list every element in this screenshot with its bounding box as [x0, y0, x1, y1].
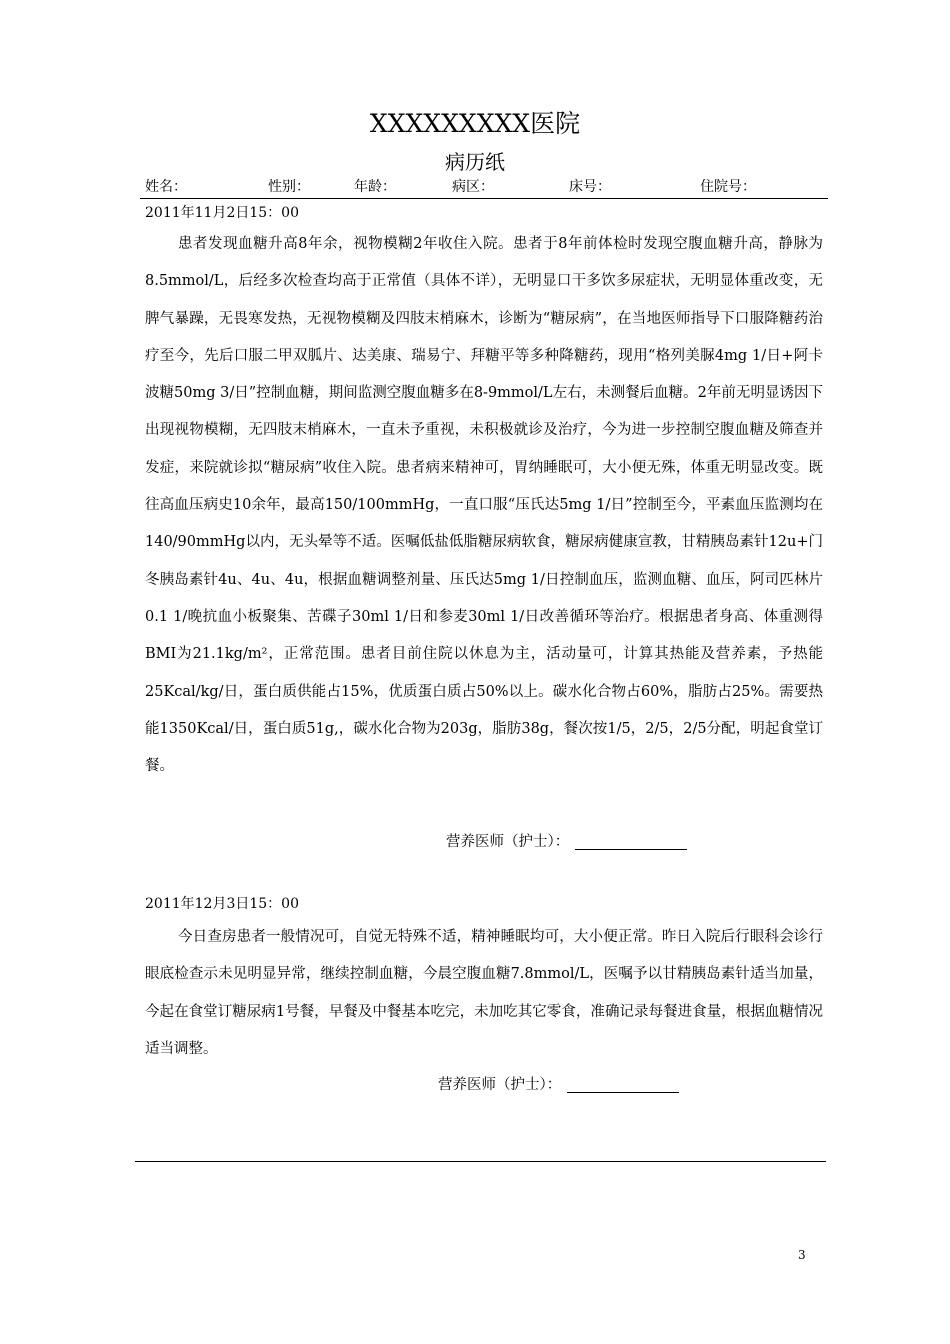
- patient-info-row: [140, 176, 828, 199]
- signature-block: [446, 830, 687, 851]
- ward-field-label: 病区：: [452, 179, 494, 195]
- name-field-label: 姓名：: [145, 179, 187, 195]
- age-field-label: 年龄：: [354, 179, 396, 195]
- signature-line: [567, 1091, 679, 1093]
- entry-date: 2011年11月2日15：00: [145, 205, 299, 221]
- footer-divider: [135, 1161, 826, 1162]
- gender-field-label: 性别：: [268, 179, 310, 195]
- entry-body: 患者发现血糖升高8年余，视物模糊2年收住入院。患者于8年前体检时发现空腹血糖升高，静脉为8.5mmol/L，后经多次检查均高于正常值（具体不详），无明显口干多饮多尿症状，无明显体重改变，无脾气暴躁，无畏寒发热，无视物模糊及四肢末梢麻木，诊断为“糖尿病”，在当地医师指导下口服降糖药治疗至今，先后口服二甲双胍片、达美康、瑞易宁、拜糖平等多种降糖药，现用“格列美脲4mg 1/日+阿卡波糖50mg 3/日”控制血糖，期间监测空腹血糖多在8-9mmol/L左右，未测餐后血糖。2年前无明显诱因下出现视物模糊，无四肢末梢麻木，一直未予重视，未积极就诊及治疗，今为进一步控制空腹血糖及筛查并发症，来院就诊拟“糖尿病”收住入院。患者病来精神可，胃纳睡眠可，大小便无殊，体重无明显改变。既往高血压病史10余年，最高150/100mmHg，一直口服“压氏达5mg 1/日”控制至今，平素血压监测均在140/90mmHg以内，无头晕等不适。医嘱低盐低脂糖尿病软食，糖尿病健康宣教，甘精胰岛素针12u+门冬胰岛素针4u、4u、4u，根据血糖调整剂量、压氏达5mg 1/日控制血压，监测血糖、血压，阿司匹林片0.1 1/晚抗血小板聚集、苦碟子30ml 1/日和参麦30ml 1/日改善循环等治疗。根据患者身高、体重测得BMI为21.1kg/m²，正常范围。患者目前住院以休息为主，活动量可，计算其热能及营养素，予热能25Kcal/kg/日，蛋白质供能占15%，优质蛋白质占50%以上。碳水化合物占60%，脂肪占25%。需要热能1350Kcal/日，蛋白质51g,，碳水化合物为203g，脂肪38g，餐次按1/5，2/5，2/5分配，明起食堂订餐。: [145, 236, 823, 775]
- signature-label: 营养医师（护士）：: [438, 1077, 562, 1093]
- hospital-name: XXXXXXXXX医院: [369, 109, 581, 138]
- signature-line: [575, 848, 687, 850]
- entry-body: 今日查房患者一般情况可，自觉无特殊不适，精神睡眠均可，大小便正常。昨日入院后行眼科会诊行眼底检查示未见明显异常，继续控制血糖，今晨空腹血糖7.8mmol/L，医嘱予以甘精胰岛素针适当加量，今起在食堂订糖尿病1号餐，早餐及中餐基本吃完，未加吃其它零食，准确记录每餐进食量，根据血糖情况适当调整。: [145, 929, 823, 1057]
- bed-field-label: 床号：: [569, 179, 611, 195]
- document-title: 病历纸: [445, 150, 505, 174]
- page-number: 3: [798, 1248, 806, 1262]
- admission-number-field-label: 住院号：: [700, 179, 756, 195]
- signature-block: [438, 1073, 679, 1094]
- signature-label: 营养医师（护士）：: [446, 834, 570, 850]
- entry-date: 2011年12月3日15：00: [145, 896, 299, 912]
